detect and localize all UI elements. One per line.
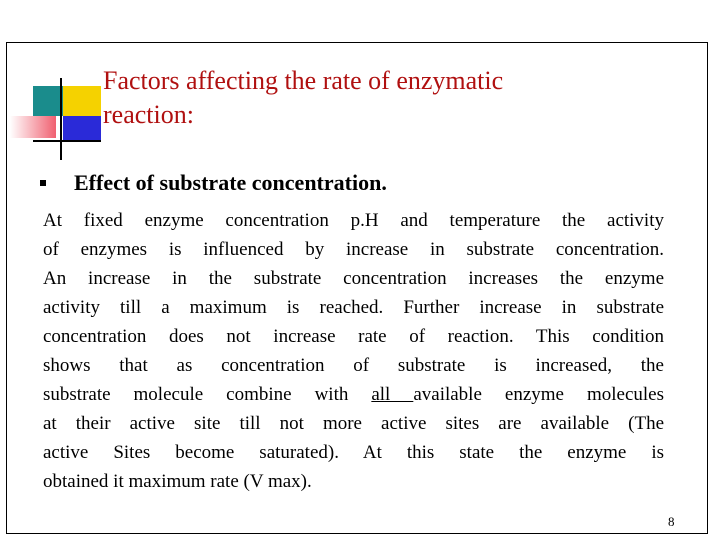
body-line: shows that as concentration of substrate is increased, the	[43, 355, 664, 376]
logo-yellow-square	[63, 86, 101, 116]
title-line-1: Factors affecting the rate of enzymatic	[103, 66, 504, 95]
body-line: of enzymes is influenced by increase in substrate concentration.	[43, 239, 664, 260]
bullet-heading: Effect of substrate concentration.	[74, 170, 387, 195]
logo-blue-square	[63, 116, 101, 140]
logo-horizontal-line	[33, 140, 101, 142]
logo-teal-square	[33, 86, 63, 116]
body-line-underlined	[43, 380, 664, 409]
slide-title	[103, 64, 663, 132]
body-line: at their active site till not more active sites are available (The	[43, 413, 664, 434]
body-text-segment: substrate molecule combine with	[43, 384, 372, 405]
decorative-logo	[0, 0, 100, 170]
bullet-square-icon	[40, 180, 46, 186]
body-paragraph	[43, 206, 664, 496]
body-line: activity till a maximum is reached. Further increase in substrate	[43, 297, 664, 318]
body-line: concentration does not increase rate of reaction. This condition	[43, 326, 664, 347]
logo-vertical-line	[60, 78, 62, 160]
body-line: active Sites become saturated). At this state the enzyme is	[43, 442, 664, 463]
title-line-2: reaction:	[103, 100, 194, 129]
body-line: At fixed enzyme concentration p.H and temperature the activity	[43, 210, 664, 231]
body-line: obtained it maximum rate (V max).	[43, 471, 312, 492]
page-number: 8	[668, 514, 675, 529]
body-text-segment: available enzyme molecules	[413, 384, 664, 405]
logo-pink-bar	[10, 116, 56, 138]
underlined-word: all	[371, 384, 414, 405]
body-line: An increase in the substrate concentration increases the enzyme	[43, 268, 664, 289]
